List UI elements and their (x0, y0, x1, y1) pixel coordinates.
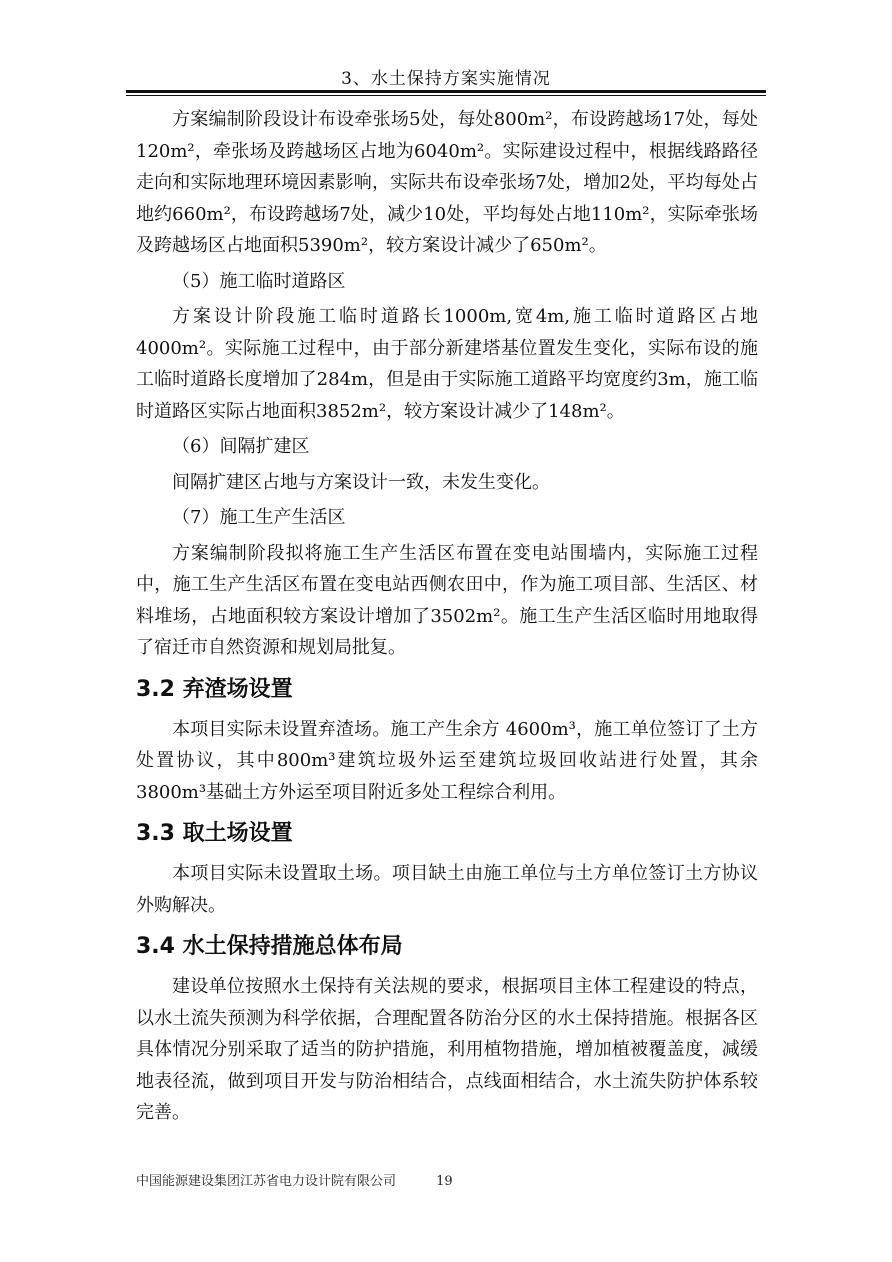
paragraph-borrow-site: 本项目实际未设置取土场。项目缺土由施工单位与土方单位签订土方协议外购解决。 (136, 863, 758, 916)
paragraph-construction-living-area: 方案编制阶段拟将施工生产生活区布置在变电站围墙内，实际施工过程中，施工生产生活区布置在变电站西侧农田中，作为施工项目部、生活区、材料堆场，占地面积较方案设计增加了3502m²。施工生产生活区临时用地取得了宿迁市自然资源和规划局批复。 (136, 542, 758, 658)
header-rule-thick (126, 90, 766, 93)
section-heading-3-3: 3.3 取土场设置 (136, 821, 293, 846)
subheading-temp-road-area: （5）施工临时道路区 (172, 270, 346, 292)
document-body (136, 104, 758, 1129)
paragraph-temp-road-area: 方案设计阶段施工临时道路长1000m,宽4m,施工临时道路区占地4000m²。实际施工过程中，由于部分新建塔基位置发生变化，实际布设的施工临时道路长度增加了284m，但是由于实际施工道路平均宽度约3m，施工临时道路区实际占地面积3852m²，较方案设计减少了148m²。 (136, 306, 758, 422)
subheading-construction-living-area: （7）施工生产生活区 (172, 507, 346, 528)
paragraph-bay-extension-area: 间隔扩建区占地与方案设计一致，未发生变化。 (172, 471, 550, 493)
header-rule-thin (126, 95, 766, 96)
page-header-title: 3、水土保持方案实施情况 (341, 69, 551, 89)
section-heading-3-2: 3.2 弃渣场设置 (136, 676, 293, 702)
page-number: 19 (436, 1174, 453, 1189)
subheading-bay-extension-area: （6）间隔扩建区 (172, 436, 310, 457)
paragraph-stringing-crossing-sites: 方案编制阶段设计布设牵张场5处，每处800m²，布设跨越场17处，每处120m²，牵张场及跨越场区占地为6040m²。实际建设过程中，根据线路路径走向和实际地理环境因素影响，实际共布设牵张场7处，增加2处，平均每处占地约660m²，布设跨越场7处，减少10处，平均每处占地110m²，实际牵张场及跨越场区占地面积5390m²，较方案设计减少了650m²。 (136, 109, 758, 256)
footer-company: 中国能源建设集团江苏省电力设计院有限公司 (136, 1174, 397, 1189)
paragraph-spoil-site: 本项目实际未设置弃渣场。施工产生余方 4600m³，施工单位签订了土方处置协议，其中800m³建筑垃圾外运至建筑垃圾回收站进行处置，其余3800m³基础土方外运至项目附近多处工程综合利用。 (136, 718, 758, 803)
paragraph-measures-layout: 建设单位按照水土保持有关法规的要求，根据项目主体工程建设的特点，以水土流失预测为科学依据，合理配置各防治分区的水土保持措施。根据各区具体情况分别采取了适当的防护措施，利用植物措施，增加植被覆盖度，减缓地表径流，做到项目开发与防治相结合，点线面相结合，水土流失防护体系较完善。 (136, 976, 758, 1123)
page-footer (136, 1170, 453, 1189)
section-heading-3-4: 3.4 水土保持措施总体布局 (136, 934, 403, 959)
